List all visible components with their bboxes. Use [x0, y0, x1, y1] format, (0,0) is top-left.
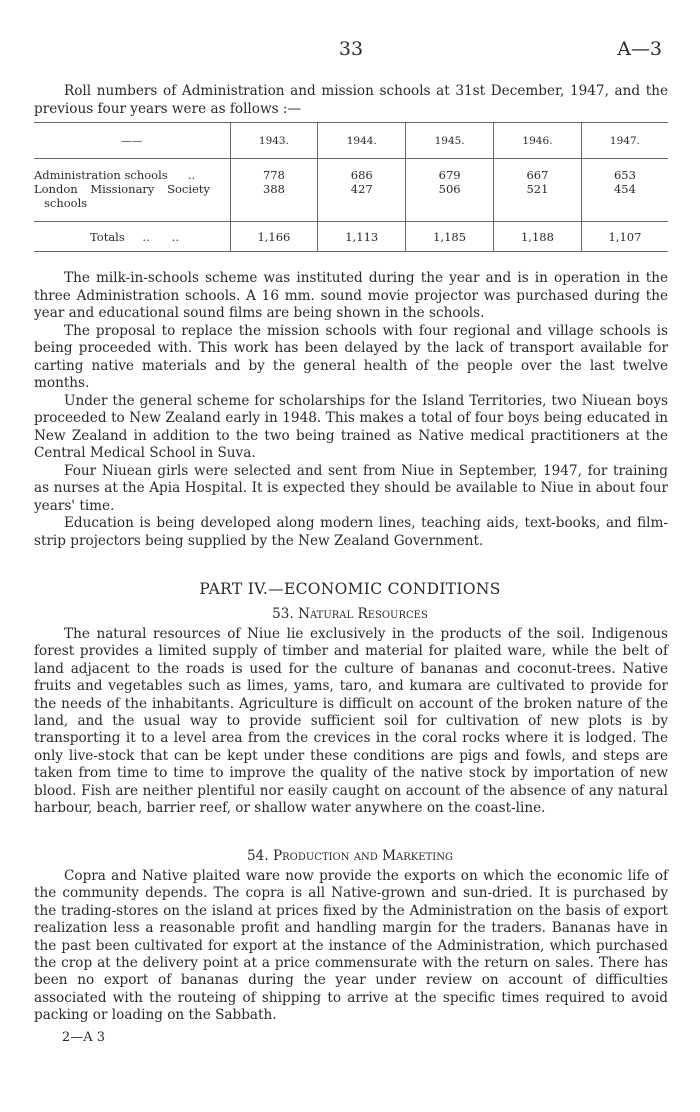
row-label-continued: schools	[44, 195, 88, 210]
section-heading: 53. Natural Resources	[272, 606, 428, 622]
printer-signature: 2—A 3	[62, 1030, 106, 1045]
part-heading: PART IV.—ECONOMIC CONDITIONS	[199, 580, 501, 598]
intro-paragraph: Roll numbers of Administration and mission schools at 31st December, 1947, and the previous four years were as follows :—	[34, 83, 668, 117]
leader-dots: .. ..	[142, 229, 179, 244]
total-cell: 1,185	[406, 222, 494, 252]
table-cell: 521	[494, 182, 582, 210]
paragraph: The natural resources of Niue lie exclusively in the products of the soil. Indigenous forest provides a limited supply of timber and material for plaited ware, while the belt of land adjacent to the roads is used for the culture of bananas and coconut-trees. Native fruits and vegetables such as limes, yams, taro, and kumara are cultivated to provide for the needs of the inhabitants. Agriculture is difficult on account of the broken nature of the land, and the usual way to provide sufficient soil for cultivation of new plots is by transporting it to a level area from the crevices in the coral rocks where it is lodged. The only live-stock that can be kept under these conditions are pigs and fowls, and steps are taken from time to time to improve the quality of the native stock by importation of new blood. Fish are neither plentiful nor easily caught on account of the absence of any natural harbour, beach, barrier reef, or shallow water anywhere on the coast-line.	[34, 626, 668, 817]
totals-label: Totals	[90, 229, 125, 244]
document-reference: A—3	[617, 38, 662, 60]
year-header: 1946.	[494, 123, 582, 159]
year-header: 1947.	[581, 123, 668, 159]
table-header-row	[34, 123, 668, 159]
year-header: 1945.	[406, 123, 494, 159]
page-header	[34, 38, 668, 64]
table-cell: 653	[581, 168, 668, 182]
totals-row	[34, 222, 668, 252]
row-label: London Missionary Society	[34, 181, 210, 196]
table-cell: 679	[406, 168, 494, 182]
table-cell: 778	[230, 168, 318, 182]
table-cell: 454	[581, 182, 668, 210]
table-row	[34, 182, 668, 210]
table-cell: 388	[230, 182, 318, 210]
paragraph: Copra and Native plaited ware now provide the exports on which the economic life of the community depends. The copra is all Native-grown and sun-dried. It is purchased by the trading-stores on the island at prices fixed by the Administration on the basis of export realization less a reasonable profit and handling margin for the traders. Bananas have in the past been cultivated for export at the instance of the Administration, which purchased the crop at the delivery point at a price commensurate with the return on sales. There has been no export of bananas during the year under review on account of difficulties associated with the routeing of shipping to arrive at the specific times required to avoid packing or loading on the Sabbath.	[34, 868, 668, 1024]
table-row	[34, 168, 668, 182]
table-cell: 686	[318, 168, 406, 182]
paragraph: The milk-in-schools scheme was instituted during the year and is in operation in the three Administration schools. A 16 mm. sound movie projector was purchased during the year and educational sound films are being shown in the schools.	[34, 270, 668, 321]
total-cell: 1,107	[581, 222, 668, 252]
table-corner-cell: ——	[34, 123, 230, 159]
paragraph: Under the general scheme for scholarships for the Island Territories, two Niuean boys proceeded to New Zealand early in 1948. This makes a total of four boys being educated in New Zealand in addition to the two being trained as Native medical practitioners at the Central Medical School in Suva.	[34, 392, 668, 461]
total-cell: 1,188	[494, 222, 582, 252]
year-header: 1944.	[318, 123, 406, 159]
table-cell: 427	[318, 182, 406, 210]
total-cell: 1,113	[318, 222, 406, 252]
section-heading: 54. Production and Marketing	[247, 848, 453, 864]
year-header: 1943.	[230, 123, 318, 159]
page-number: 33	[338, 38, 364, 60]
row-label: Administration schools	[34, 167, 168, 182]
paragraph: Education is being developed along modern lines, teaching aids, text-books, and film-strip projectors being supplied by the New Zealand Government.	[34, 515, 668, 549]
table-cell: 506	[406, 182, 494, 210]
paragraph: Four Niuean girls were selected and sent from Niue in September, 1947, for training as nurses at the Apia Hospital. It is expected they should be available to Niue in about four years' time.	[34, 462, 668, 514]
leader-dots: ..	[188, 167, 196, 182]
education-section	[34, 270, 668, 550]
roll-numbers-table	[34, 122, 668, 252]
total-cell: 1,166	[230, 222, 318, 252]
paragraph: The proposal to replace the mission schools with four regional and village schools is being proceeded with. This work has been delayed by the lack of transport available for carting native materials and by the general health of the people over the last twelve months.	[34, 322, 668, 391]
table-cell: 667	[494, 168, 582, 182]
